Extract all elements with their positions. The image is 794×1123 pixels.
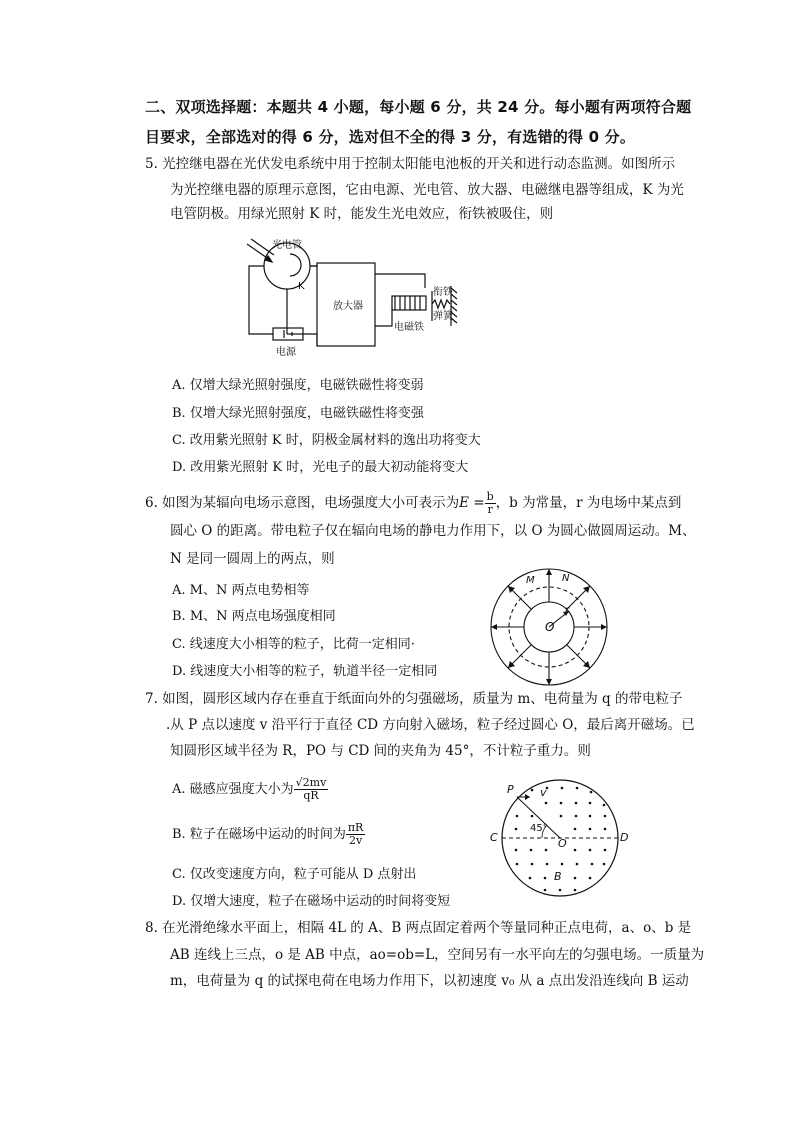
q7-option-a-num: √2mv — [295, 776, 327, 789]
q8-stem-line2: AB 连线上三点，o 是 AB 中点，ao=ob=L，空间另有一水平向左的匀强电场。一质量为 — [170, 947, 705, 963]
q7-label-d: D — [620, 831, 629, 844]
q7-label-p: P — [507, 783, 514, 796]
q5-label-spring: 弹簧 — [433, 311, 453, 322]
q7-stem-line1: 7. 如图，圆形区域内存在垂直于纸面向外的匀强磁场，质量为 m、电荷量为 q 的带电粒子 — [145, 691, 683, 707]
q7-option-a-fraction — [294, 777, 329, 802]
section-heading-line1: 二、双项选择题：本题共 4 小题，每小题 6 分，共 24 分。每小题有两项符合题 — [145, 98, 692, 116]
q6-stem-post: ，b 为常量，r 为电场中某点到 — [495, 495, 682, 511]
q6-stem-line1 — [145, 491, 681, 516]
q5-label-k: K — [298, 281, 305, 292]
q7-stem-line2: .从 P 点以速度 v 沿平行于直径 CD 方向射入磁场，粒子经过圆心 O，最后离开磁场。已 — [166, 717, 695, 733]
q7-option-c: C. 仅改变速度方向，粒子可能从 D 点射出 — [172, 867, 417, 882]
q5-label-amp: 放大器 — [333, 301, 363, 312]
q7-option-a-den: qR — [303, 789, 319, 802]
q6-fraction — [485, 491, 496, 516]
q7-stem-line3: 知圆形区域半径为 R，PO 与 CD 间的夹角为 45°，不计粒子重力。则 — [170, 743, 591, 759]
q6-option-d: D. 线速度大小相等的粒子，轨道半径一定相同 — [172, 664, 438, 679]
q7-label-v: v — [540, 786, 547, 799]
q5-option-b: B. 仅增大绿光照射强度，电磁铁磁性将变强 — [172, 406, 424, 421]
q5-label-magnet: 电磁铁 — [394, 322, 424, 333]
q6-label-m: M — [526, 575, 535, 586]
q5-option-d: D. 改用紫光照射 K 时，光电子的最大初动能将变大 — [172, 460, 469, 475]
q6-label-r: r — [565, 605, 570, 616]
q5-label-tube: 光电管 — [272, 240, 302, 251]
q5-stem-line2: 为光控继电器的原理示意图，它由电源、光电管、放大器、电磁继电器等组成，K 为光 — [170, 182, 684, 198]
q6-frac-den: r — [487, 503, 493, 516]
q7-option-b-num: πR — [347, 821, 364, 834]
q7-option-b-fraction — [346, 822, 366, 847]
q5-label-power: 电源 — [276, 347, 296, 358]
q5-label-armature: 衔铁 — [433, 287, 453, 298]
q8-stem-line3: m，电荷量为 q 的试探电荷在电场力作用下，以初速度 v₀ 从 a 点出发沿连线向 B 运动 — [170, 973, 689, 989]
q6-frac-num: b — [486, 490, 494, 503]
q5-option-a: A. 仅增大绿光照射强度，电磁铁磁性将变弱 — [172, 378, 424, 393]
q5-option-c: C. 改用紫光照射 K 时，阴极金属材料的逸出功将变大 — [172, 433, 481, 448]
q6-option-a: A. M、N 两点电势相等 — [172, 583, 310, 598]
q7-option-b-den: 2v — [348, 834, 363, 847]
q6-stem-pre: 6. 如图为某辐向电场示意图，电场强度大小可表示为 — [145, 495, 460, 511]
q7-option-b-text: B. 粒子在磁场中运动的时间为 — [172, 827, 346, 842]
q7-label-angle: 45° — [530, 823, 548, 834]
section-heading-line2: 目要求，全部选对的得 6 分，选对但不全的得 3 分，有选错的得 0 分。 — [145, 128, 636, 146]
q7-label-o: O — [558, 837, 567, 850]
q6-stem-line2: 圆心 O 的距离。带电粒子仅在辐向电场的静电力作用下，以 O 为圆心做圆周运动。M、 — [170, 523, 696, 539]
q7-option-a-text: A. 磁感应强度大小为 — [172, 782, 294, 797]
q7-label-b: B — [554, 870, 562, 883]
q7-label-c: C — [490, 831, 498, 844]
q6-label-o: O — [545, 620, 555, 634]
q7-option-a — [172, 777, 328, 802]
q8-stem-line1: 8. 在光滑绝缘水平面上，相隔 4L 的 A、B 两点固定着两个等量同种正点电荷，a、o、b 是 — [145, 920, 692, 936]
q5-stem-line1: 5. 光控继电器在光伏发电系统中用于控制太阳能电池板的开关和进行动态监测。如图所示 — [145, 156, 676, 172]
q6-stem-line3: N 是同一圆周上的两点，则 — [170, 551, 335, 567]
q6-eq-lhs: E = — [459, 495, 485, 511]
q6-label-n: N — [562, 573, 570, 584]
q7-option-d: D. 仅增大速度，粒子在磁场中运动的时间将变短 — [172, 894, 451, 909]
q6-option-b: B. M、N 两点电场强度相同 — [172, 609, 336, 624]
q5-stem-line3: 电管阴极。用绿光照射 K 时，能发生光电效应，衔铁被吸住，则 — [170, 206, 554, 222]
q7-option-b — [172, 822, 365, 847]
q6-option-c: C. 线速度大小相等的粒子，比荷一定相同· — [172, 637, 415, 652]
